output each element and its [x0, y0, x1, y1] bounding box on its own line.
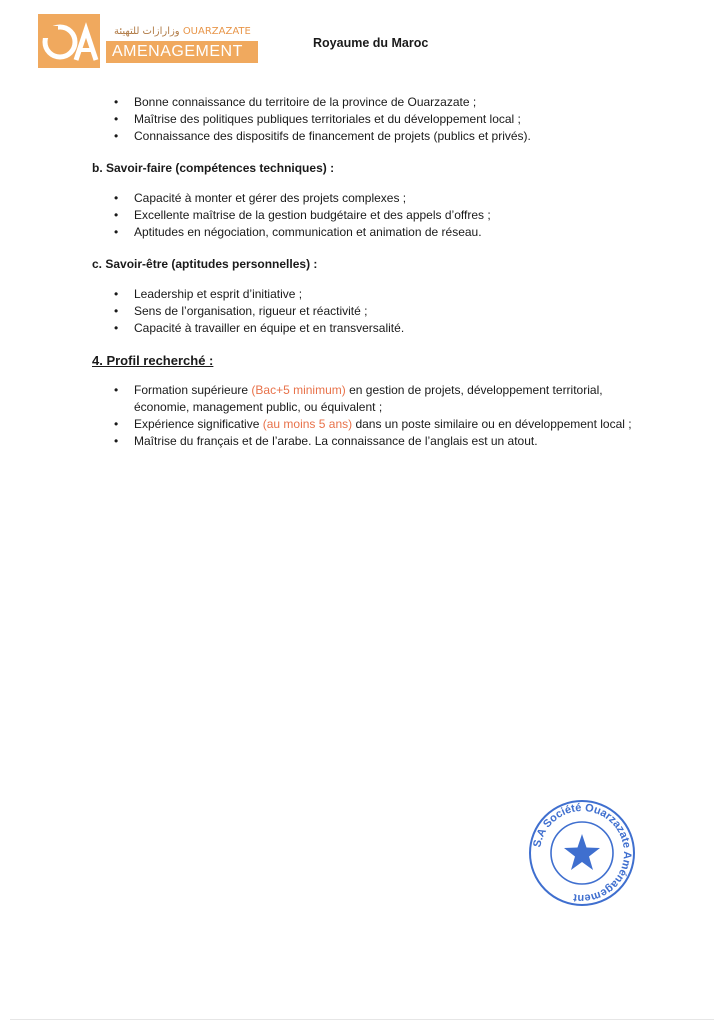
bullet-icon: •: [114, 95, 119, 109]
bullet-icon: •: [114, 304, 119, 318]
bullet-icon: •: [114, 112, 119, 126]
page-bottom-rule: [10, 1019, 714, 1020]
profil-list: [92, 382, 652, 450]
company-stamp: [527, 798, 637, 908]
list-item: • Capacité à travailler en équipe et en transversalité.: [114, 321, 405, 335]
profil-heading: 4. Profil recherché :: [92, 353, 214, 368]
logo-arabic-text: وزارازات للتهيئة: [114, 26, 180, 37]
bullet-icon: •: [114, 191, 119, 205]
star-icon: [564, 834, 600, 870]
savoir-faire-heading: b. Savoir-faire (compétences techniques) :: [92, 161, 335, 175]
list-item: • Capacité à monter et gérer des projets complexes ;: [114, 191, 407, 205]
logo-city-text: OUARZAZATE: [182, 26, 251, 37]
document-body: [92, 94, 652, 450]
bullet-icon: •: [114, 434, 119, 448]
bullet-icon: •: [114, 208, 119, 222]
bullet-icon: •: [114, 383, 119, 397]
bullet-icon: •: [114, 417, 119, 431]
savoir-faire-list: [92, 190, 652, 241]
list-item: • Expérience significative (au moins 5 ans) dans un poste similaire ou en développement local ;: [114, 417, 632, 431]
bullet-icon: •: [114, 129, 119, 143]
knowledge-list: [92, 94, 652, 145]
savoir-etre-list: [92, 286, 652, 337]
list-item: • Bonne connaissance du territoire de la province de Ouarzazate ;: [114, 95, 477, 109]
logo-mark: [38, 14, 100, 68]
stamp-text: S.A Société Ouarzazate Aménagement: [531, 801, 634, 905]
header-title: Royaume du Maroc: [313, 36, 429, 50]
list-item: • Maîtrise des politiques publiques territoriales et du développement local ;: [114, 112, 521, 126]
company-logo: [38, 14, 260, 68]
bullet-icon: •: [114, 287, 119, 301]
bullet-icon: •: [114, 225, 119, 239]
savoir-etre-heading: c. Savoir-être (aptitudes personnelles) :: [92, 257, 318, 271]
logo-subtitle: [114, 26, 251, 37]
list-item: • Aptitudes en négociation, communication et animation de réseau.: [114, 225, 482, 239]
list-item: • Sens de l’organisation, rigueur et réactivité ;: [114, 304, 368, 318]
list-item: • Connaissance des dispositifs de financement de projets (publics et privés).: [114, 129, 531, 143]
list-item: • Maîtrise du français et de l’arabe. La connaissance de l’anglais est un atout.: [114, 434, 538, 448]
highlight-text: (au moins 5 ans): [262, 417, 353, 431]
list-item: • Formation supérieure (Bac+5 minimum) en gestion de projets, développement territorial, économie, management public, ou équivalent ;: [114, 383, 603, 414]
logo-emblem-icon: [38, 14, 100, 68]
bullet-icon: •: [114, 321, 119, 335]
stamp-seal-icon: [527, 798, 637, 908]
logo-name: AMENAGEMENT: [106, 41, 258, 63]
list-item: • Excellente maîtrise de la gestion budgétaire et des appels d’offres ;: [114, 208, 491, 222]
highlight-text: (Bac+5 minimum): [251, 383, 346, 397]
list-item: • Leadership et esprit d’initiative ;: [114, 287, 303, 301]
